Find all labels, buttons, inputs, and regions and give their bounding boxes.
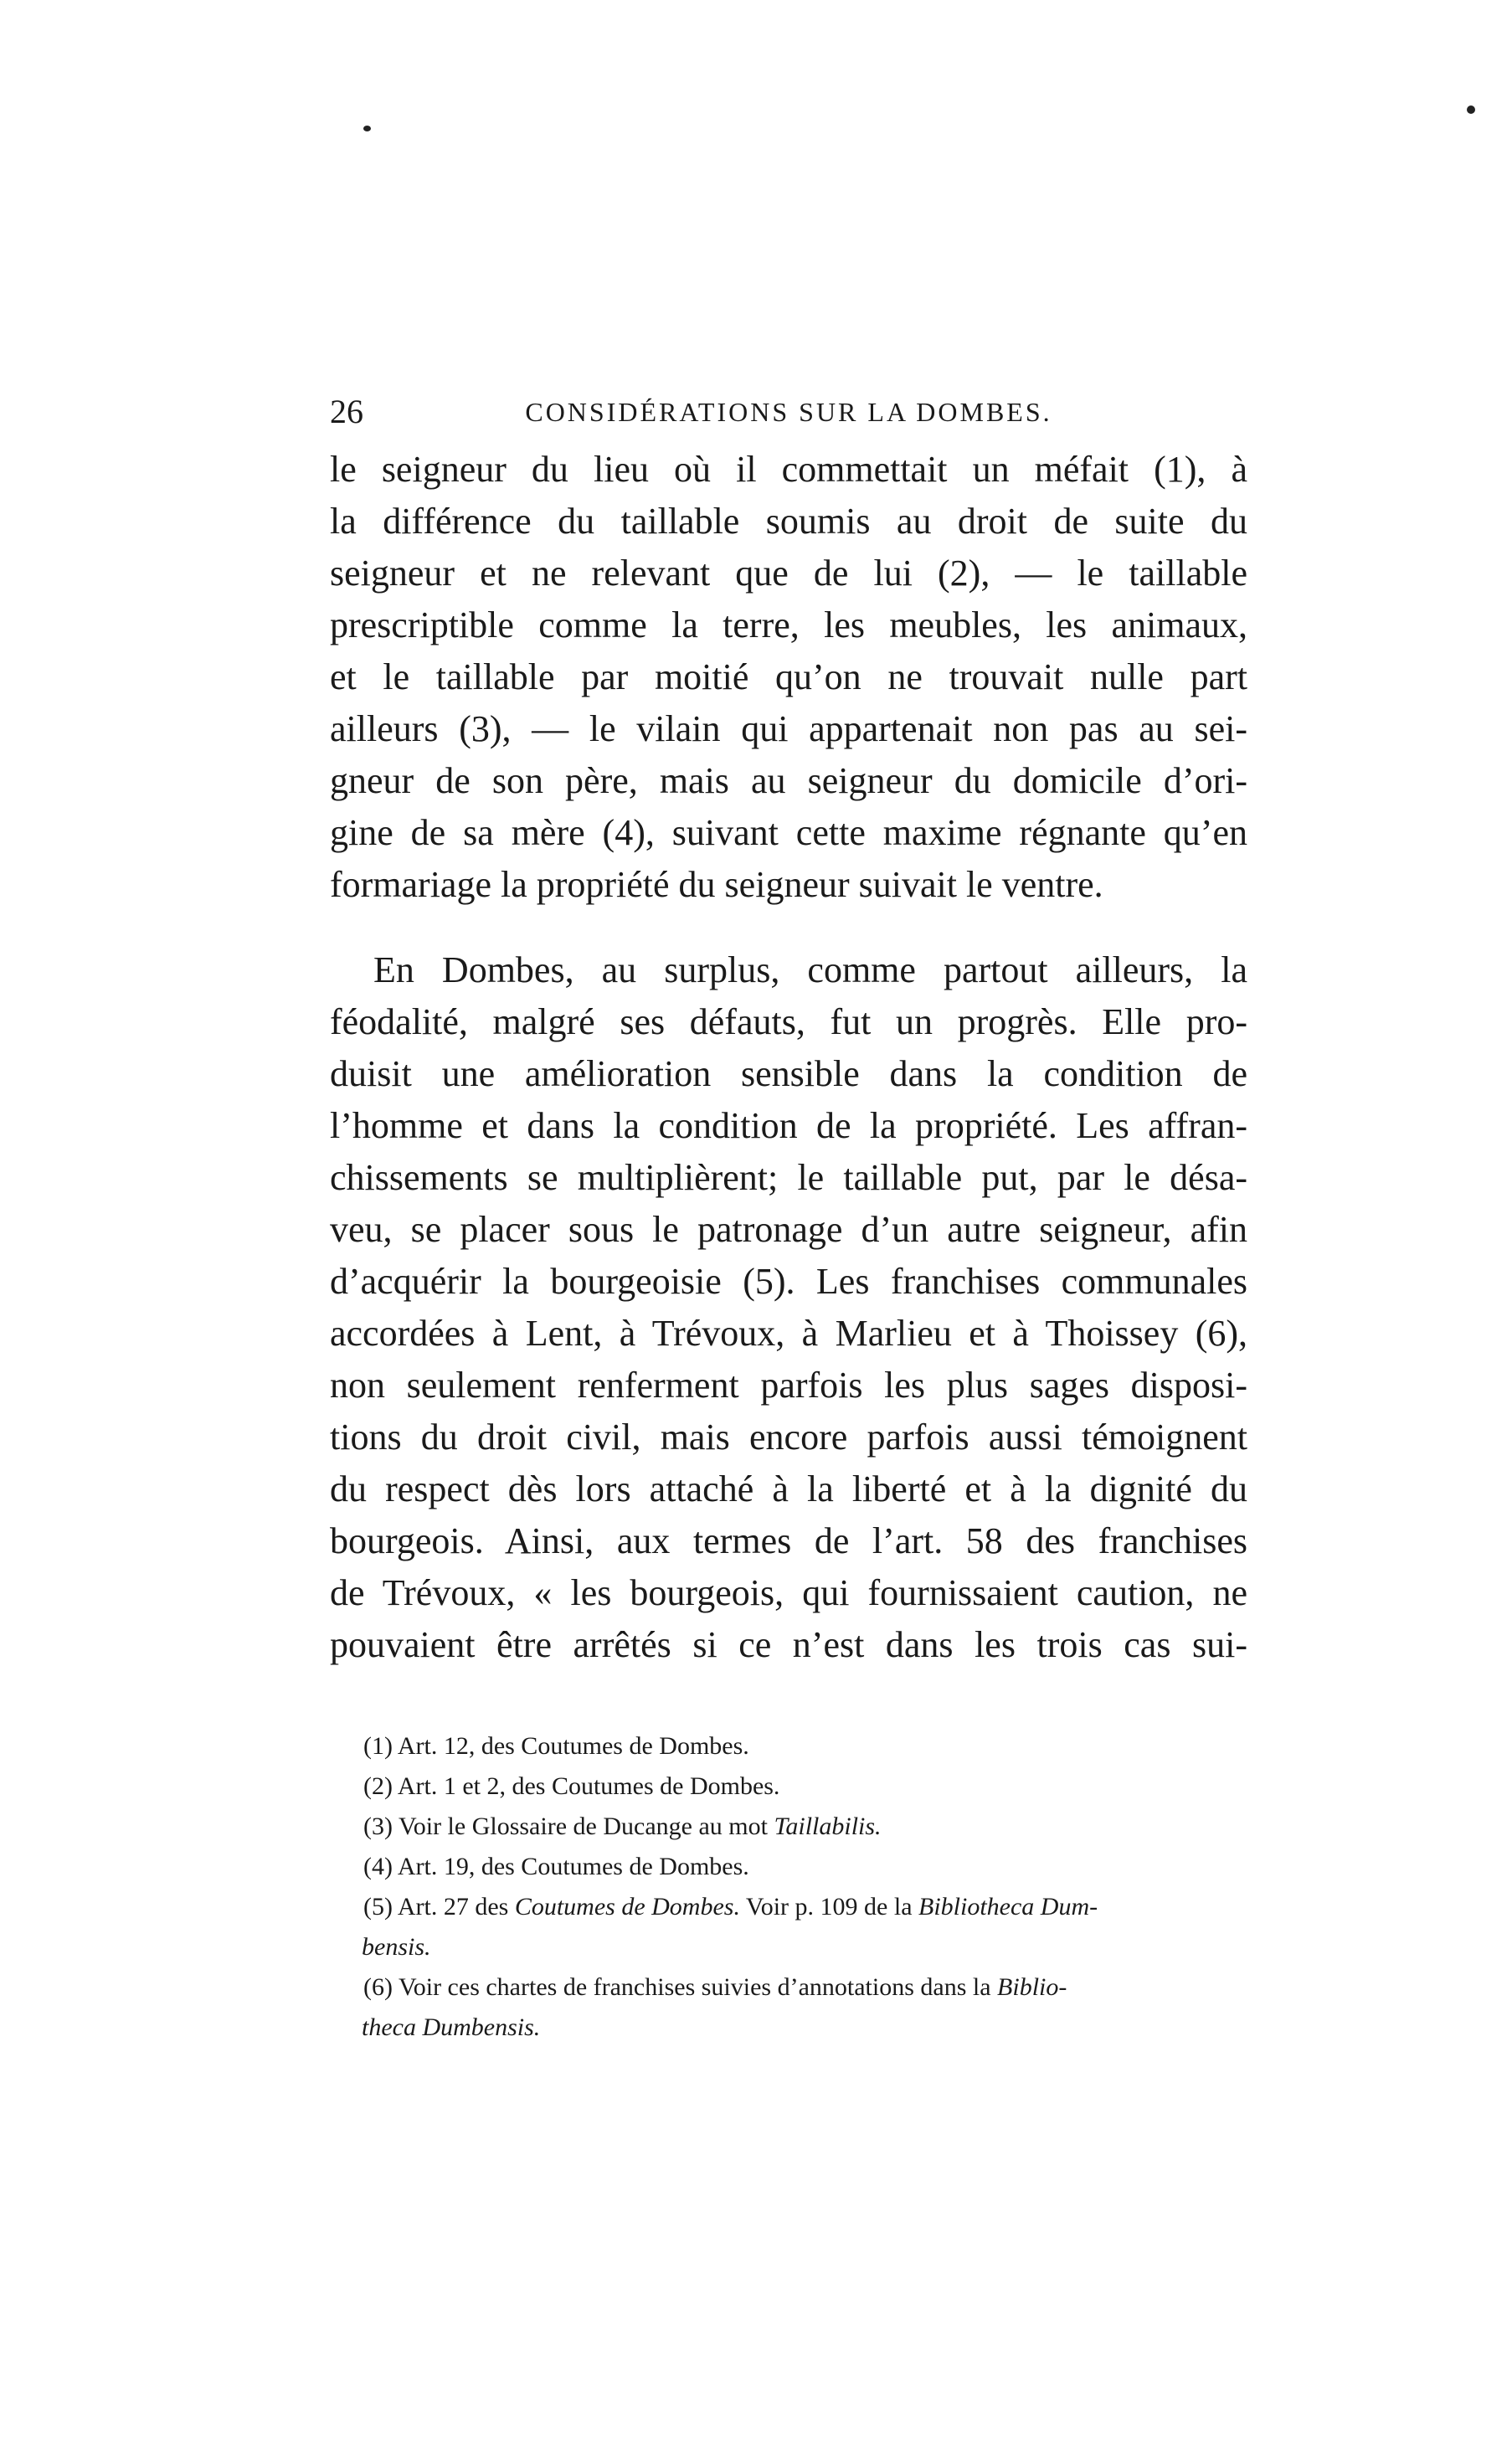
text-line: duisit une amélioration sensible dans la condition de (330, 1053, 1247, 1094)
page-header (330, 387, 1247, 437)
text-line: non seulement renferment parfois les plus sages disposi- (330, 1365, 1247, 1406)
paragraph (330, 944, 1247, 1671)
footnote-italic: theca Dumbensis. (362, 2013, 541, 2041)
footnote-text: (1) Art. 12, des Coutumes de Dombes. (363, 1732, 749, 1760)
footnote (363, 1847, 1247, 1887)
footnote-text: (4) Art. 19, des Coutumes de Dombes. (363, 1853, 749, 1880)
text-line: de Trévoux, « les bourgeois, qui fournissaient caution, ne (330, 1572, 1247, 1613)
footnote-text: (6) Voir ces chartes de franchises suivies d’annotations dans la (363, 1973, 991, 2001)
footnote-italic: Bibliotheca Dum- (918, 1893, 1098, 1921)
text-line: prescriptible comme la terre, les meubles, les animaux, (330, 604, 1247, 645)
scan-speck (1467, 105, 1475, 114)
footnote-italic: Taillabilis. (774, 1813, 882, 1840)
footnote (363, 1887, 1247, 1927)
footnote (363, 1726, 1247, 1766)
footnote-italic: bensis. (362, 1933, 431, 1961)
footnote-text: Voir p. 109 de la (745, 1893, 913, 1921)
footnote-text: (5) Art. 27 des (363, 1893, 509, 1921)
footnote (363, 1766, 1247, 1807)
text-line: ailleurs (3), — le vilain qui appartenait non pas au sei- (330, 708, 1247, 749)
text-line: gine de sa mère (4), suivant cette maxime régnante qu’en (330, 812, 1247, 853)
footnote-continuation (362, 2008, 1247, 2048)
page-number: 26 (330, 393, 363, 430)
text-line: d’acquérir la bourgeoisie (5). Les franchises communales (330, 1261, 1247, 1302)
text-line: accordées à Lent, à Trévoux, à Marlieu et à Thoissey (6), (330, 1313, 1247, 1354)
text-line: gneur de son père, mais au seigneur du domicile d’ori- (330, 760, 1247, 801)
text-line: féodalité, malgré ses défauts, fut un progrès. Elle pro- (330, 1001, 1247, 1042)
footnote (363, 1807, 1247, 1847)
text-line: la différence du taillable soumis au droit de suite du (330, 501, 1247, 542)
footnote-text: (3) Voir le Glossaire de Ducange au mot (363, 1813, 768, 1840)
paragraph (330, 444, 1247, 911)
text-line: tions du droit civil, mais encore parfois aussi témoignent (330, 1417, 1247, 1458)
text-line: pouvaient être arrêtés si ce n’est dans les trois cas sui- (330, 1624, 1247, 1665)
footnote-italic: Coutumes de Dombes. (514, 1893, 740, 1921)
footnote-text: (2) Art. 1 et 2, des Coutumes de Dombes. (363, 1772, 780, 1800)
text-line: et le taillable par moitié qu’on ne trouvait nulle part (330, 656, 1247, 697)
footnotes (363, 1726, 1247, 2048)
text-line: formariage la propriété du seigneur suivait le ventre. (330, 864, 1103, 905)
text-line: seigneur et ne relevant que de lui (2), — le taillable (330, 553, 1247, 594)
text-line: le seigneur du lieu où il commettait un méfait (1), à (330, 449, 1247, 490)
running-title: CONSIDÉRATIONS SUR LA DOMBES. (525, 397, 1052, 427)
text-line: En Dombes, au surplus, comme partout ailleurs, la (373, 949, 1247, 990)
body-text (330, 444, 1247, 1671)
scan-speck (363, 126, 371, 131)
text-line: du respect dès lors attaché à la liberté et à la dignité du (330, 1468, 1247, 1509)
footnote-italic: Biblio- (997, 1973, 1067, 2001)
footnote (363, 1967, 1247, 2008)
text-line: veu, se placer sous le patronage d’un autre seigneur, afin (330, 1209, 1247, 1250)
text-line: chissements se multiplièrent; le taillable put, par le désa- (330, 1157, 1247, 1198)
footnote-continuation (362, 1927, 1247, 1967)
text-line: bourgeois. Ainsi, aux termes de l’art. 58 des franchises (330, 1520, 1247, 1561)
text-line: l’homme et dans la condition de la propriété. Les affran- (330, 1105, 1247, 1146)
